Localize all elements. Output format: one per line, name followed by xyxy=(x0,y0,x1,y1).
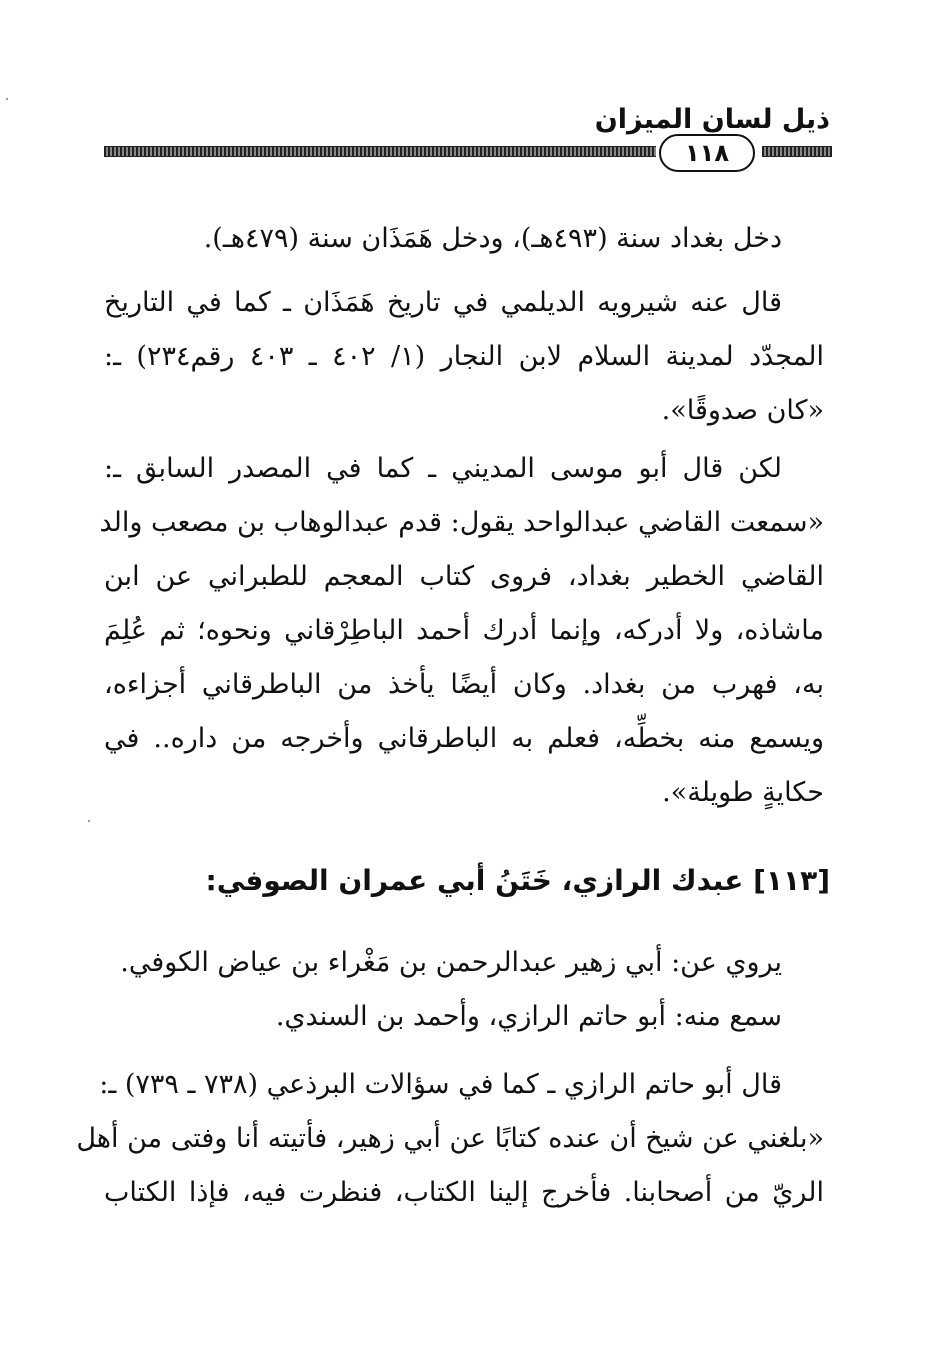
text-line: حكايةٍ طويلة». xyxy=(662,777,824,808)
text-line: دخل بغداد سنة (٤٩٣هـ)، ودخل هَمَذَان سنة (٤٧٩هـ). xyxy=(203,223,782,254)
text-line: «بلغني عن شيخ أن عنده كتابًا عن أبي زهير، فأتيته أنا وفتى من أهل xyxy=(76,1123,824,1154)
page-number-badge: ١١٨ xyxy=(659,134,755,172)
running-head-title: ذيل لسان الميزان xyxy=(594,104,830,135)
text-line: «سمعت القاضي عبدالواحد يقول: قدم عبدالوهاب بن مصعب والد xyxy=(99,507,824,538)
text-line: المجدّد لمدينة السلام لابن النجار (١/ ٤٠٢ ـ ٤٠٣ رقم٢٣٤) ـ: xyxy=(104,341,825,372)
header-rule-right-segment xyxy=(762,146,832,157)
text-line: لكن قال أبو موسى المديني ـ كما في المصدر السابق ـ: xyxy=(104,453,782,484)
scan-speck xyxy=(88,820,90,822)
text-line: «كان صدوقًا». xyxy=(661,395,824,426)
entry-heading: [١١٣] عبدك الرازي، خَتَنُ أبي عمران الصوفي: xyxy=(205,864,830,897)
paragraph-entry-dates xyxy=(104,212,824,266)
header-rule-left-segment xyxy=(104,146,656,157)
text-line: ماشاذه، ولا أدركه، وإنما أدرك أحمد الباطِرْقاني ونحوه؛ ثم عُلِمَ xyxy=(104,615,824,646)
paragraph-shirawayh-quote xyxy=(104,276,824,438)
text-line: قال عنه شيرويه الديلمي في تاريخ هَمَذَان ـ كما في التاريخ xyxy=(104,287,782,318)
paragraph-abu-hatim-quote xyxy=(76,1058,824,1220)
text-line: الريّ من أصحابنا. فأخرج إلينا الكتاب، فنظرت فيه، فإذا الكتاب xyxy=(104,1177,824,1208)
text-line: به، فهرب من بغداد. وكان أيضًا يأخذ من الباطرقاني أجزاءه، xyxy=(104,669,824,700)
entry-narrators xyxy=(104,936,824,1044)
heard-from-him-line: سمع منه: أبو حاتم الرازي، وأحمد بن السندي. xyxy=(275,1001,782,1032)
text-line: ويسمع منه بخطِّه، فعلم به الباطرقاني وأخرجه من داره.. في xyxy=(104,723,824,754)
scan-speck xyxy=(6,98,8,100)
paragraph-abu-musa-quote xyxy=(99,442,824,820)
text-line: قال أبو حاتم الرازي ـ كما في سؤالات البرذعي (٧٣٨ ـ ٧٣٩) ـ: xyxy=(99,1069,782,1100)
narrates-from-line: يروي عن: أبي زهير عبدالرحمن بن مَغْراء بن عياض الكوفي. xyxy=(120,947,782,978)
text-line: القاضي الخطير بغداد، فروى كتاب المعجم للطبراني عن ابن xyxy=(104,561,824,592)
